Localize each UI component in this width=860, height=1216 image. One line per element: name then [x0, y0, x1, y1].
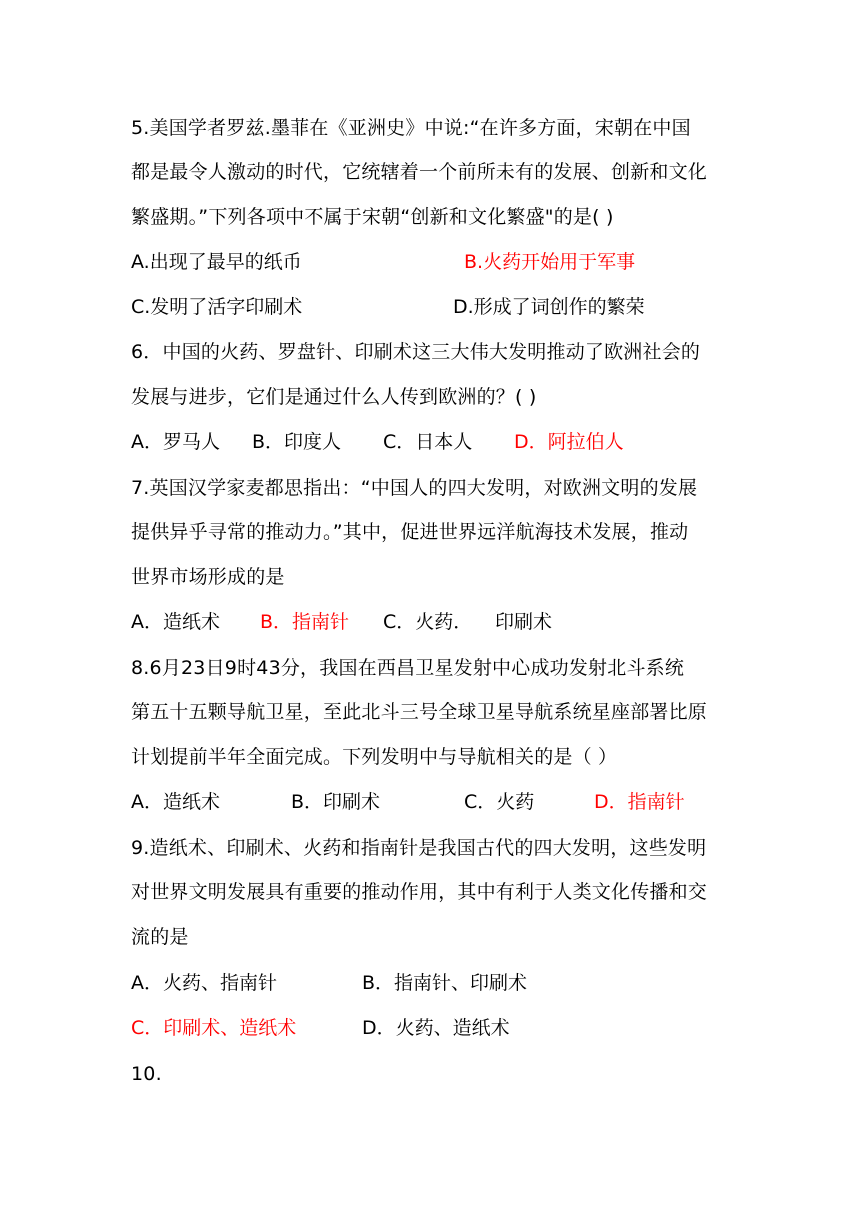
q9-option-c-answer: C．印刷术、造纸术	[131, 1017, 297, 1039]
q9-line-3: 流的是	[131, 926, 189, 948]
q9-line-1: 9.造纸术、印刷术、火药和指南针是我国古代的四大发明，这些发明	[131, 837, 707, 859]
q6-line-2: 发展与进步，它们是通过什么人传到欧洲的？( )	[131, 386, 537, 408]
q6-option-d-answer: D．阿拉伯人	[514, 431, 624, 453]
q5-line-3: 繁盛期。”下列各项中不属于宋朝“创新和文化繁盛"的是( )	[131, 206, 614, 228]
q5-option-a: A.出现了最早的纸币	[131, 251, 302, 273]
q8-line-2: 第五十五颗导航卫星，至此北斗三号全球卫星导航系统星座部署比原	[131, 701, 708, 723]
q7-line-2: 提供异乎寻常的推动力。”其中，促进世界远洋航海技术发展，推动	[131, 521, 689, 543]
q8-option-d-answer: D．指南针	[594, 791, 685, 813]
q9-option-a: A．火药、指南针	[131, 972, 277, 994]
q8-option-b: B．印刷术	[291, 791, 381, 813]
q9-option-b: B．指南针、印刷术	[362, 972, 528, 994]
q7-option-a: A．造纸术	[131, 611, 220, 633]
q5-line-1: 5.美国学者罗兹.墨菲在《亚洲史》中说:“在许多方面，宋朝在中国	[131, 117, 691, 139]
q7-line-1: 7.英国汉学家麦都思指出：“中国人的四大发明，对欧洲文明的发展	[131, 477, 698, 499]
q9-line-2: 对世界文明发展具有重要的推动作用，其中有利于人类文化传播和交	[131, 881, 708, 903]
q8-line-3: 计划提前半年全面完成。下列发明中与导航相关的是（ ）	[131, 746, 618, 768]
q8-option-a: A．造纸术	[131, 791, 220, 813]
q5-option-b-answer: B.火药开始用于军事	[464, 251, 636, 273]
q5-line-2: 都是最令人激动的时代，它统辖着一个前所未有的发展、创新和文化	[131, 161, 708, 183]
q5-option-c: C.发明了活字印刷术	[131, 296, 303, 318]
q5-option-d: D.形成了词创作的繁荣	[453, 296, 645, 318]
q6-option-b: B．印度人	[252, 431, 342, 453]
q10-number: 10.	[131, 1063, 162, 1085]
q7-option-d: 印刷术	[495, 611, 553, 633]
q9-option-d: D．火药、造纸术	[362, 1017, 510, 1039]
q7-line-3: 世界市场形成的是	[131, 566, 285, 588]
q7-option-b-answer: B．指南针	[260, 611, 350, 633]
q6-line-1: 6．中国的火药、罗盘针、印刷术这三大伟大发明推动了欧洲社会的	[131, 341, 701, 363]
q8-line-1: 8.6月23日9时43分，我国在西昌卫星发射中心成功发射北斗系统	[131, 657, 685, 679]
q6-option-a: A．罗马人	[131, 431, 220, 453]
q7-option-c: C．火药．	[383, 611, 473, 633]
q6-option-c: C．日本人	[383, 431, 473, 453]
q8-option-c: C．火药	[464, 791, 535, 813]
